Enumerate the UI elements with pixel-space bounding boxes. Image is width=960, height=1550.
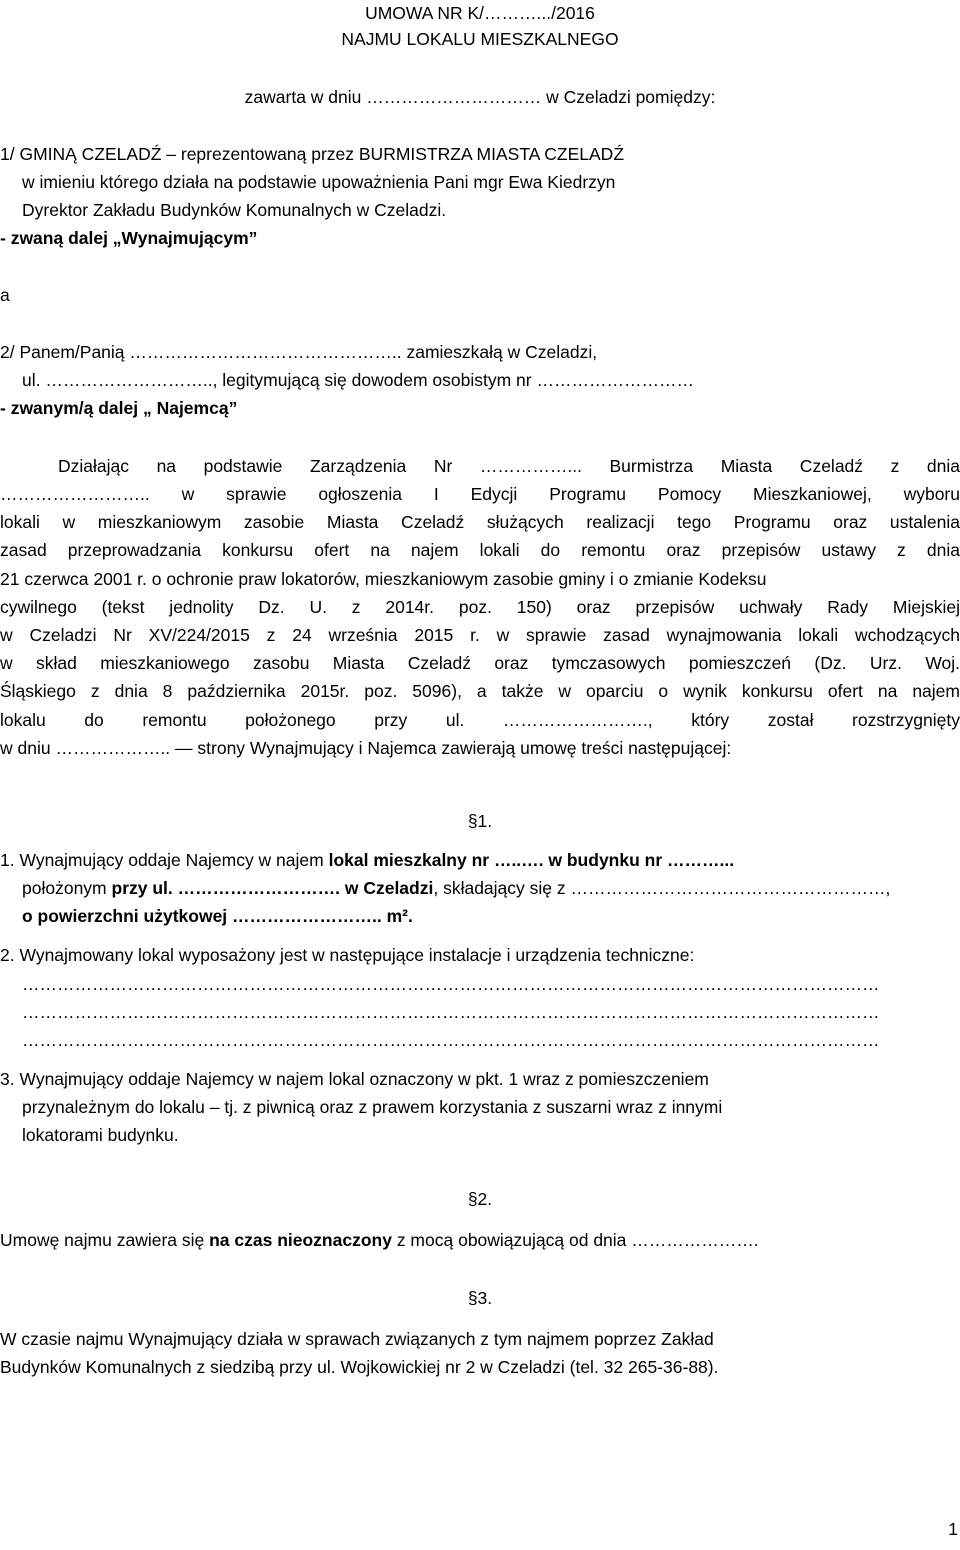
s1-point3-line2: przynależnym do lokalu – tj. z piwnicą oraz z prawem korzystania z suszarni wraz z innymi — [22, 1097, 723, 1117]
s2-text-c: z mocą obowiązującą od dnia …………………. — [391, 1230, 759, 1250]
s1-point3-line3: lokatorami budynku. — [22, 1125, 179, 1145]
document-title: UMOWA NR K/……….../2016 — [365, 3, 595, 23]
preamble-line-4: zasad przeprowadzania konkursu ofert na najem lokali do remontu oraz przepisów ustawy z dnia — [0, 540, 960, 560]
s1-point2: 2. Wynajmowany lokal wyposażony jest w następujące instalacje i urządzenia techniczne: — [0, 945, 695, 965]
party2-line2: ul. ……………………….., legitymującą się dowodem osobistym nr ……………………… — [22, 370, 694, 390]
s1-point1-text: 1. Wynajmujący oddaje Najemcy w najem — [0, 850, 329, 870]
preamble-line-6: cywilnego (tekst jednolity Dz. U. z 2014r. poz. 150) oraz przepisów uchwały Rady Miejskiej — [0, 597, 960, 617]
s2-text — [0, 1229, 960, 1251]
party1-line3: Dyrektor Zakładu Budynków Komunalnych w Czeladzi. — [22, 200, 447, 220]
preamble-line-1: Działając na podstawie Zarządzenia Nr ……………... Burmistrza Miasta Czeladź z dnia — [58, 456, 960, 476]
s1-point1-bold: lokal mieszkalny nr …..…. w budynku nr ………... — [328, 850, 735, 870]
document-subtitle: NAJMU LOKALU MIESZKALNEGO — [341, 29, 619, 49]
preamble-line-11: w dniu ……………….. — strony Wynajmujący i Najemca zawierają umowę treści następującej: — [0, 738, 732, 758]
party1-line1: 1/ GMINĄ CZELADŹ – reprezentowaną przez BURMISTRZA MIASTA CZELADŹ — [0, 144, 625, 164]
conjunction-a: a — [0, 285, 10, 305]
s1-street-bold: przy ul. ………………………. w Czeladzi — [111, 878, 434, 898]
preamble-line-9: Śląskiego z dnia 8 października 2015r. poz. 5096), a także w oparciu o wynik konkursu ofert na najem — [0, 681, 960, 701]
s1-dots-line-3: ………………………………………………………………………………………………………………………………… — [22, 1030, 880, 1050]
preamble-line-10: lokalu do remontu położonego przy ul. ……………………., który został rozstrzygnięty — [0, 710, 960, 730]
s1-located-text: położonym — [22, 878, 112, 898]
party2-line1: 2/ Panem/Panią ……………………………………….. zamieszkałą w Czeladzi, — [0, 342, 598, 362]
party1-role: - zwaną dalej „Wynajmującym” — [0, 228, 258, 248]
s1-rooms-text: , składający się z ………………………………………………, — [433, 878, 891, 898]
preamble-line-5: 21 czerwca 2001 r. o ochronie praw lokatorów, mieszkaniowym zasobie gminy i o zmianie Kodeksu — [0, 569, 767, 589]
s1-dots-line-1: ………………………………………………………………………………………………………………………………… — [22, 974, 880, 994]
section-2-heading: §2. — [467, 1189, 493, 1209]
party2-role: - zwanym/ą dalej „ Najemcą” — [0, 398, 238, 418]
section-1-heading: §1. — [467, 811, 493, 831]
preamble-line-3: lokali w mieszkaniowym zasobie Miasta Czeladź służących realizacji tego Programu oraz ustalenia — [0, 512, 960, 532]
s1-point1-line2 — [0, 877, 960, 899]
s1-point1-line1 — [0, 849, 960, 871]
preamble-line-8: w skład mieszkaniowego zasobu Miasta Czeladź oraz tymczasowych pomieszczeń (Dz. Urz. Woj. — [0, 653, 960, 673]
s3-line2: Budynków Komunalnych z siedzibą przy ul. Wojkowickiej nr 2 w Czeladzi (tel. 32 265-36-88). — [0, 1357, 719, 1377]
page-number: 1 — [948, 1519, 958, 1539]
s2-text-a: Umowę najmu zawiera się — [0, 1230, 210, 1250]
s1-dots-line-2: ………………………………………………………………………………………………………………………………… — [22, 1002, 880, 1022]
preamble-line-2: …………………….. w sprawie ogłoszenia I Edycji Programu Pomocy Mieszkaniowej, wyboru — [0, 484, 960, 504]
preamble-line-7: w Czeladzi Nr XV/224/2015 z 24 września 2015 r. w sprawie zasad wynajmowania lokali wchodzących — [0, 625, 960, 645]
s3-line1: W czasie najmu Wynajmujący działa w sprawach związanych z tym najmem poprzez Zakład — [0, 1329, 714, 1349]
s2-term-bold: na czas nieoznaczony — [209, 1230, 392, 1250]
s1-point3-line1: 3. Wynajmujący oddaje Najemcy w najem lokal oznaczony w pkt. 1 wraz z pomieszczeniem — [0, 1069, 709, 1089]
party1-line2: w imieniu którego działa na podstawie upoważnienia Pani mgr Ewa Kiedrzyn — [22, 172, 616, 192]
s1-point1-line3: o powierzchni użytkowej …………………….. m². — [22, 906, 413, 926]
section-3-heading: §3. — [467, 1288, 493, 1308]
contract-date-line: zawarta w dniu ………………………… w Czeladzi pomiędzy: — [244, 87, 716, 107]
